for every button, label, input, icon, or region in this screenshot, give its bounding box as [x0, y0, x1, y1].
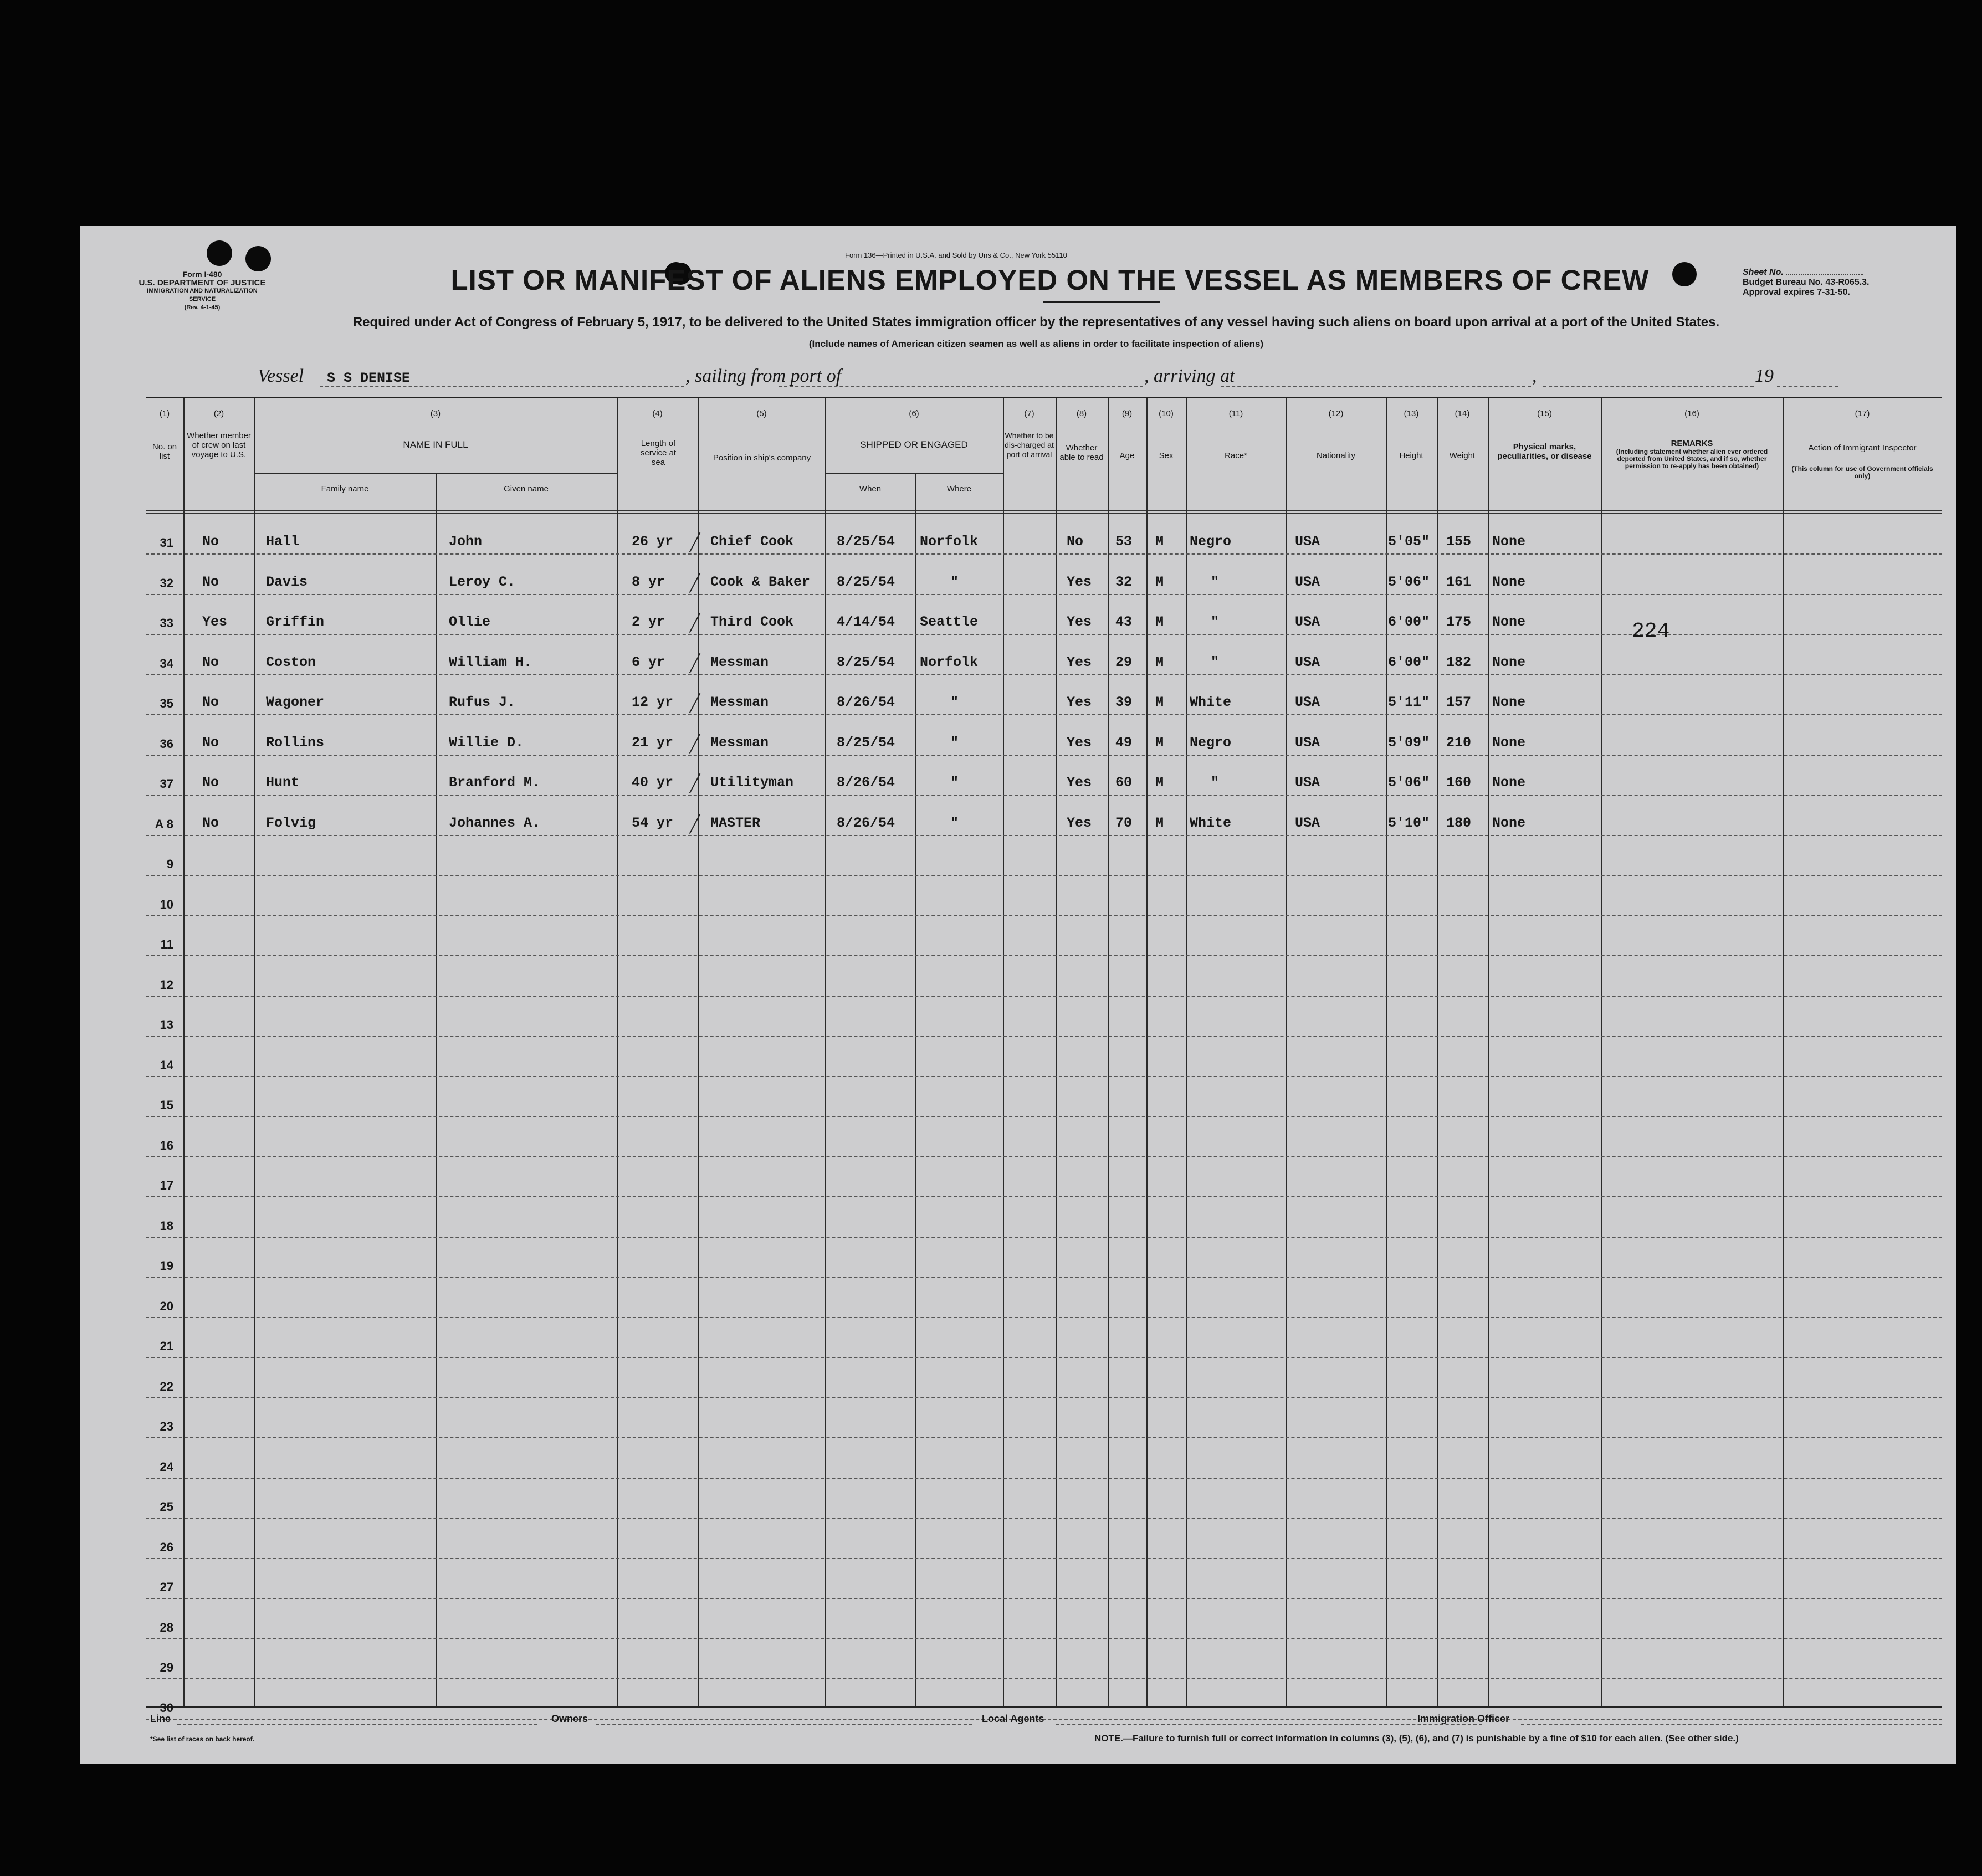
row-rule: [146, 835, 1942, 836]
header-race: Race*: [1225, 451, 1247, 460]
header-family-name: Family name: [321, 484, 369, 494]
height-cell[interactable]: 5'06": [1388, 775, 1430, 791]
table-top-rule: [146, 397, 1942, 398]
given-name-cell[interactable]: John: [449, 534, 483, 550]
col-number: (14): [1455, 409, 1470, 418]
position-cell[interactable]: Utilityman: [710, 775, 794, 791]
footer-owners-label: Owners: [551, 1713, 588, 1724]
row-rule: [146, 1317, 1942, 1318]
footer-officer-field[interactable]: [1521, 1724, 1942, 1725]
form-title: LIST OR MANIFEST OF ALIENS EMPLOYED ON THE VESSEL AS MEMBERS OF CREW: [450, 264, 1650, 296]
shipped-where-cell[interactable]: Seattle: [920, 614, 979, 630]
nationality-cell[interactable]: USA: [1295, 573, 1320, 590]
crew-cell[interactable]: No: [202, 654, 219, 670]
able-to-read-cell[interactable]: Yes: [1067, 814, 1092, 831]
age-cell[interactable]: 32: [1115, 573, 1133, 590]
weight-cell[interactable]: 182: [1446, 654, 1472, 670]
able-to-read-cell[interactable]: No: [1067, 534, 1084, 550]
crew-cell[interactable]: No: [202, 734, 219, 751]
row-rule: [146, 1277, 1942, 1278]
row-rule: [146, 1397, 1942, 1398]
position-cell[interactable]: Chief Cook: [710, 534, 794, 550]
col-number: (9): [1121, 409, 1133, 418]
height-cell[interactable]: 5'11": [1388, 694, 1430, 710]
punch-hole: [245, 246, 271, 271]
able-to-read-cell[interactable]: Yes: [1067, 694, 1092, 710]
sex-cell[interactable]: M: [1155, 573, 1164, 590]
row-number: 27: [160, 1580, 173, 1594]
nationality-cell[interactable]: USA: [1295, 654, 1320, 670]
row-number: 17: [160, 1178, 173, 1192]
row-number: 35: [160, 696, 173, 710]
row-rule: [146, 1598, 1942, 1599]
nationality-cell[interactable]: USA: [1295, 534, 1320, 550]
able-to-read-cell[interactable]: Yes: [1067, 654, 1092, 670]
row-rule: [146, 1518, 1942, 1519]
service-cell[interactable]: 8 yr: [632, 573, 665, 590]
sex-cell[interactable]: M: [1155, 734, 1164, 751]
row-number: 25: [160, 1500, 173, 1514]
age-cell[interactable]: 70: [1115, 814, 1133, 831]
row-number: 31: [160, 536, 173, 550]
weight-cell[interactable]: 155: [1446, 534, 1472, 550]
row-rule: [146, 1196, 1942, 1197]
crew-cell[interactable]: Yes: [202, 614, 228, 630]
position-cell[interactable]: MASTER: [710, 814, 761, 831]
header-crew-last-voyage: Whether member of crew on last voyage to U.S.: [187, 431, 251, 459]
shipped-where-cell[interactable]: ": [950, 734, 959, 751]
row-number: 10: [160, 897, 173, 911]
row-number: 11: [160, 937, 173, 951]
height-cell[interactable]: 6'00": [1388, 614, 1430, 630]
row-number: 24: [160, 1459, 173, 1474]
table-bottom-rule: [146, 1706, 1942, 1708]
race-cell[interactable]: ": [1211, 654, 1220, 670]
position-cell[interactable]: Messman: [710, 654, 769, 670]
shipped-where-cell[interactable]: Norfolk: [920, 534, 979, 550]
sex-cell[interactable]: M: [1155, 775, 1164, 791]
row-number: 22: [160, 1379, 173, 1393]
row-rule: [146, 594, 1942, 595]
crew-cell[interactable]: No: [202, 694, 219, 710]
row-rule: [146, 1076, 1942, 1077]
able-to-read-cell[interactable]: Yes: [1067, 734, 1092, 751]
age-cell[interactable]: 39: [1115, 694, 1133, 710]
sex-cell[interactable]: M: [1155, 534, 1164, 550]
sheet-label: Sheet No.: [1743, 268, 1784, 277]
given-name-cell[interactable]: Ollie: [449, 614, 491, 630]
revision: (Rev. 4-1-45): [184, 304, 221, 311]
row-number: 9: [166, 857, 173, 871]
title-underline: [1043, 301, 1160, 303]
row-number: A 8: [155, 817, 173, 831]
col-number: (15): [1537, 409, 1552, 418]
race-cell[interactable]: ": [1211, 614, 1220, 630]
header-name-in-full: NAME IN FULL: [403, 439, 468, 450]
header-remarks-note: (Including statement whether alien ever ordered deported from United States, and if so, whether permission to re-apply has been obtained): [1616, 448, 1768, 470]
punch-hole: [207, 240, 232, 266]
arriving-at-label: , arriving at: [1144, 366, 1235, 386]
row-rule: [146, 755, 1942, 756]
service-cell[interactable]: 40 yr: [632, 775, 674, 791]
service-cell[interactable]: 54 yr: [632, 814, 674, 831]
family-name-cell[interactable]: Folvig: [266, 814, 316, 831]
family-name-cell[interactable]: Coston: [266, 654, 316, 670]
race-cell[interactable]: White: [1190, 814, 1232, 831]
col-number: (8): [1076, 409, 1087, 418]
row-rule: [146, 875, 1942, 876]
department-name: U.S. DEPARTMENT OF JUSTICE: [139, 278, 266, 288]
row-rule: [146, 1357, 1942, 1358]
header-inspector-note: (This column for use of Government officials only): [1791, 465, 1933, 480]
weight-cell[interactable]: 157: [1446, 694, 1472, 710]
row-rule: [146, 996, 1942, 997]
age-cell[interactable]: 49: [1115, 734, 1133, 751]
sex-cell[interactable]: M: [1155, 814, 1164, 831]
height-cell[interactable]: 5'09": [1388, 734, 1430, 751]
physical-marks-cell[interactable]: None: [1492, 654, 1526, 670]
row-number: 13: [160, 1018, 173, 1032]
budget-bureau: Budget Bureau No. 43-R065.3.: [1743, 278, 1870, 287]
able-to-read-cell[interactable]: Yes: [1067, 775, 1092, 791]
row-rule: [146, 955, 1942, 956]
header-rule: [146, 513, 1942, 514]
row-rule: [146, 1638, 1942, 1639]
service-name: IMMIGRATION AND NATURALIZATION SERVICE: [147, 288, 258, 303]
family-name-cell[interactable]: Rollins: [266, 734, 325, 751]
row-number: 12: [160, 977, 173, 992]
given-name-cell[interactable]: Johannes A.: [449, 814, 541, 831]
given-name-cell[interactable]: Willie D.: [449, 734, 524, 751]
age-cell[interactable]: 53: [1115, 534, 1133, 550]
family-name-cell[interactable]: Hall: [266, 534, 300, 550]
service-cell[interactable]: 26 yr: [632, 534, 674, 550]
family-name-cell[interactable]: Hunt: [266, 775, 300, 791]
row-number: 21: [160, 1339, 173, 1353]
row-rule: [146, 1437, 1942, 1438]
row-number: 30: [160, 1700, 173, 1715]
row-number: 32: [160, 576, 173, 590]
age-cell[interactable]: 43: [1115, 614, 1133, 630]
nationality-cell[interactable]: USA: [1295, 614, 1320, 630]
weight-cell[interactable]: 175: [1446, 614, 1472, 630]
col-number: (3): [430, 409, 441, 418]
header-given-name: Given name: [504, 484, 549, 494]
crew-cell[interactable]: No: [202, 534, 219, 550]
header-position: Position in ship's company: [713, 453, 811, 463]
shipped-when-cell[interactable]: 8/26/54: [837, 694, 895, 710]
weight-cell[interactable]: 180: [1446, 814, 1472, 831]
row-rule: [146, 714, 1942, 715]
col-number: (17): [1855, 409, 1870, 418]
header-age: Age: [1119, 451, 1135, 460]
given-name-cell[interactable]: Rufus J.: [449, 694, 516, 710]
given-name-cell[interactable]: William H.: [449, 654, 532, 670]
row-rule: [146, 1558, 1942, 1559]
header-height: Height: [1399, 451, 1423, 460]
header-nationality: Nationality: [1316, 451, 1356, 460]
service-cell[interactable]: 12 yr: [632, 694, 674, 710]
header-able-to-read: Whether able to read: [1059, 443, 1104, 462]
shipped-where-cell[interactable]: ": [950, 775, 959, 791]
row-number: 16: [160, 1138, 173, 1152]
service-cell[interactable]: 21 yr: [632, 734, 674, 751]
race-cell[interactable]: White: [1190, 694, 1232, 710]
able-to-read-cell[interactable]: Yes: [1067, 573, 1092, 590]
row-rule: [146, 1116, 1942, 1117]
service-cell[interactable]: 2 yr: [632, 614, 665, 630]
header-when: When: [859, 484, 882, 494]
shipped-where-cell[interactable]: Norfolk: [920, 654, 979, 670]
crew-cell[interactable]: No: [202, 775, 219, 791]
row-number: 26: [160, 1540, 173, 1554]
row-rule: [146, 674, 1942, 675]
physical-marks-cell[interactable]: None: [1492, 614, 1526, 630]
header-weight: Weight: [1449, 451, 1476, 460]
requirement-text: Required under Act of Congress of February 5, 1917, to be delivered to the United States immigration officer by the representatives of any vessel having such aliens on board upon arrival at a port of the United States.: [352, 315, 1720, 330]
row-number: 36: [160, 736, 173, 751]
footer-local-agents-label: Local Agents: [982, 1713, 1044, 1724]
row-rule: [146, 915, 1942, 916]
col-number: (4): [652, 409, 663, 418]
row-rule: [146, 1678, 1942, 1679]
physical-marks-cell[interactable]: None: [1492, 734, 1526, 751]
form-number: Form I-480: [182, 270, 222, 279]
row-number: 33: [160, 616, 173, 630]
col-number: (5): [756, 409, 767, 418]
col-number: (16): [1684, 409, 1699, 418]
able-to-read-cell[interactable]: Yes: [1067, 614, 1092, 630]
row-number: 34: [160, 656, 173, 670]
physical-marks-cell[interactable]: None: [1492, 814, 1526, 831]
row-number: 18: [160, 1218, 173, 1233]
col-number: (11): [1228, 409, 1243, 418]
nationality-cell[interactable]: USA: [1295, 775, 1320, 791]
weight-cell[interactable]: 161: [1446, 573, 1472, 590]
row-number: 28: [160, 1620, 173, 1634]
approval-expiry: Approval expires 7-31-50.: [1743, 288, 1850, 297]
col-number: (1): [159, 409, 170, 418]
weight-cell[interactable]: 160: [1446, 775, 1472, 791]
position-cell[interactable]: Cook & Baker: [710, 573, 811, 590]
include-note: (Include names of American citizen seamen as well as aliens in order to facilitate inspection of aliens): [808, 339, 1264, 349]
header-physical-marks: Physical marks, peculiarities, or disease: [1497, 442, 1592, 461]
col-number: (6): [909, 409, 919, 418]
vessel-label: Vessel: [258, 366, 304, 386]
header-shipped-or-engaged: SHIPPED OR ENGAGED: [860, 439, 968, 450]
family-name-cell[interactable]: Davis: [266, 573, 308, 590]
department-block: [136, 270, 269, 312]
physical-marks-cell[interactable]: None: [1492, 534, 1526, 550]
nationality-cell[interactable]: USA: [1295, 694, 1320, 710]
year-field[interactable]: [1777, 386, 1838, 387]
physical-marks-cell[interactable]: None: [1492, 775, 1526, 791]
shipped-when-cell[interactable]: 8/25/54: [837, 534, 895, 550]
race-cell[interactable]: ": [1211, 573, 1220, 590]
footer-line-field[interactable]: [177, 1724, 537, 1725]
race-cell[interactable]: Negro: [1190, 534, 1232, 550]
weight-cell[interactable]: 210: [1446, 734, 1472, 751]
penalty-note: NOTE.—Failure to furnish full or correct information in columns (3), (5), (6), and (7) is punishable by a fine of $10 for each alien. (See other side.): [1094, 1733, 1739, 1744]
service-cell[interactable]: 6 yr: [632, 654, 665, 670]
given-name-cell[interactable]: Leroy C.: [449, 573, 516, 590]
race-cell[interactable]: ": [1211, 775, 1220, 791]
nationality-cell[interactable]: USA: [1295, 814, 1320, 831]
crew-cell[interactable]: No: [202, 814, 219, 831]
year-label: 19: [1755, 366, 1774, 386]
race-cell[interactable]: Negro: [1190, 734, 1232, 751]
height-cell[interactable]: 6'00": [1388, 654, 1430, 670]
row-number: 37: [160, 777, 173, 791]
family-name-cell[interactable]: Wagoner: [266, 694, 325, 710]
header-rule: [146, 510, 1942, 511]
footer-line-label: Line: [150, 1713, 171, 1724]
row-number: 23: [160, 1419, 173, 1433]
col-number: (13): [1404, 409, 1419, 418]
shipped-when-cell[interactable]: 4/14/54: [837, 614, 895, 630]
age-cell[interactable]: 29: [1115, 654, 1133, 670]
physical-marks-cell[interactable]: None: [1492, 694, 1526, 710]
col-number: (12): [1328, 409, 1344, 418]
row-rule: [146, 1156, 1942, 1157]
sex-cell[interactable]: M: [1155, 654, 1164, 670]
family-name-cell[interactable]: Griffin: [266, 614, 325, 630]
header-sex: Sex: [1159, 451, 1174, 460]
nationality-cell[interactable]: USA: [1295, 734, 1320, 751]
crew-cell[interactable]: No: [202, 573, 219, 590]
footer-owners-field[interactable]: [596, 1724, 972, 1725]
row-rule: [146, 1237, 1942, 1238]
shipped-when-cell[interactable]: 8/25/54: [837, 654, 895, 670]
row-number: 15: [160, 1098, 173, 1112]
shipped-when-cell[interactable]: 8/26/54: [837, 814, 895, 831]
stamped-number: 224: [1632, 619, 1670, 643]
sex-cell[interactable]: M: [1155, 694, 1164, 710]
col-number: (7): [1024, 409, 1034, 418]
arrival-date-field[interactable]: [1543, 386, 1754, 387]
row-number: 14: [160, 1058, 173, 1072]
row-rule: [146, 634, 1942, 635]
header-inspector-action: Action of Immigrant Inspector: [1808, 443, 1917, 453]
header-discharged: Whether to be dis-charged at port of arrival: [1005, 431, 1054, 459]
row-rule: [146, 553, 1942, 555]
row-number: 20: [160, 1299, 173, 1313]
sailing-from-label: , sailing from port of: [685, 366, 842, 386]
age-cell[interactable]: 60: [1115, 775, 1133, 791]
manifest-sheet: Form I-480 U.S. DEPARTMENT OF JUSTICE IMMIGRATION AND NATURALIZATION SERVICE (Rev. 4-1-45) Form 136—Printed in U.S.A. and Sold by Uns & Co., New York 55110 LIST OR MANIFEST OF ALIENS EMPLOYED ON THE VESSEL AS MEMBERS OF CREW Sheet No. Budget Bureau No. 43-R065.3. Approval expires 7-31-50. Required under Act of Congress of February 5, 1917, to be delivered to the United States immigration officer by the representatives of any vessel having such aliens on board upon arrival at a port of the United States. (Include names of American citizen seamen as well as aliens in order to facilitate inspection of aliens) Vessel S S DENISE , sailing from port of , arriving at , 19 (1) (2) (3) (4) (5) (6) (7) (8) (9) (10) (11) (12) (13) (14) (15) (16) (17) No. on list Whether member of crew on last voyage to U.S. NAME IN FULL Family name Given name Length of service at sea Position in ship's company SHIPPED OR ENGAGED When Where Whether to be dis-charged at port of arrival Whether able to read Age Sex Race* Nationality Height Weight Physical marks, peculiarities, or disease REMARKS (Including statement whether alien ever ordered deported from United States, and if so, whether permission to re-apply has been obtained) Action of Immigrant Inspector (This column for use of Government officials only) 31 No Hall John 26 yr Chief Cook 8/25/54 Norfolk No 53 M Negro USA 5'05" 155 None 32 No Davis Leroy C. 8 yr Cook & Baker 8/25/54 " Yes 32 M " USA 5'06" 161 None 33 Yes Griffin Ollie 2 yr Third Cook 4/14/54 Seattle Yes 43 M " USA 6'00" 175 None 34 No Coston William H. 6 yr Messman 8/25/54 Norfolk Yes 29 M " USA 6'00" 182 None 35 No Wagoner Rufus J. 12 yr Messman 8/26/54 " Yes 39 M White USA 5'11" 157 None 36 No Rollins Willie D. 21 yr Messman 8/25/54 " Yes 49 M Negro USA 5'09" 210 None 37 No Hunt Branford M. 40 yr Utilityman 8/26/54 " Yes 60 M " USA 5'06" 160 None A 8 No Folvig Johannes A. 54 yr MASTER 8/26/54 " Yes 70 M White USA 5'10" 180 None 9 10 11 12 13 14 15 16 17 18 19 20 21 22 23 24 25 26 27 28 29 30 224 Line Owners Local Agents Immigration Officer *See list of races on back hereof. NOTE.—Failure to furnish full or correct information in columns (3), (5), (6), and (7) is punishable by a fine of $10 for each alien. (See other side.): [80, 226, 1956, 1764]
header-remarks: REMARKS: [1671, 439, 1713, 448]
shipped-where-cell[interactable]: ": [950, 573, 959, 590]
height-cell[interactable]: 5'05": [1388, 534, 1430, 550]
position-cell[interactable]: Messman: [710, 694, 769, 710]
col-number: (2): [213, 409, 224, 418]
row-number: 29: [160, 1660, 173, 1674]
height-cell[interactable]: 5'06": [1388, 573, 1430, 590]
row-number: 19: [160, 1259, 173, 1273]
position-cell[interactable]: Messman: [710, 734, 769, 751]
sheet-block: [1743, 266, 1909, 298]
arriving-port-field[interactable]: [1221, 386, 1531, 387]
given-name-cell[interactable]: Branford M.: [449, 775, 541, 791]
row-rule: [146, 1478, 1942, 1479]
sex-cell[interactable]: M: [1155, 614, 1164, 630]
height-cell[interactable]: 5'10": [1388, 814, 1430, 831]
physical-marks-cell[interactable]: None: [1492, 573, 1526, 590]
col-number: (10): [1159, 409, 1174, 418]
header-length-of-service: Length of service at sea: [640, 439, 677, 467]
header-no-on-list: No. on list: [152, 442, 177, 461]
sailing-port-field[interactable]: [779, 386, 1143, 387]
shipped-where-cell[interactable]: ": [950, 694, 959, 710]
position-cell[interactable]: Third Cook: [710, 614, 794, 630]
shipped-when-cell[interactable]: 8/26/54: [837, 775, 895, 791]
printer-line: Form 136—Printed in U.S.A. and Sold by Uns & Co., New York 55110: [845, 251, 1067, 259]
shipped-when-cell[interactable]: 8/25/54: [837, 573, 895, 590]
header-where: Where: [946, 484, 972, 494]
vessel-name[interactable]: S S DENISE: [327, 370, 411, 386]
races-footnote: *See list of races on back hereof.: [150, 1735, 255, 1743]
shipped-where-cell[interactable]: ": [950, 814, 959, 831]
row-rule: [146, 795, 1942, 796]
footer-officer-label: Immigration Officer: [1417, 1713, 1510, 1724]
row-rule: [146, 1036, 1942, 1037]
shipped-when-cell[interactable]: 8/25/54: [837, 734, 895, 751]
